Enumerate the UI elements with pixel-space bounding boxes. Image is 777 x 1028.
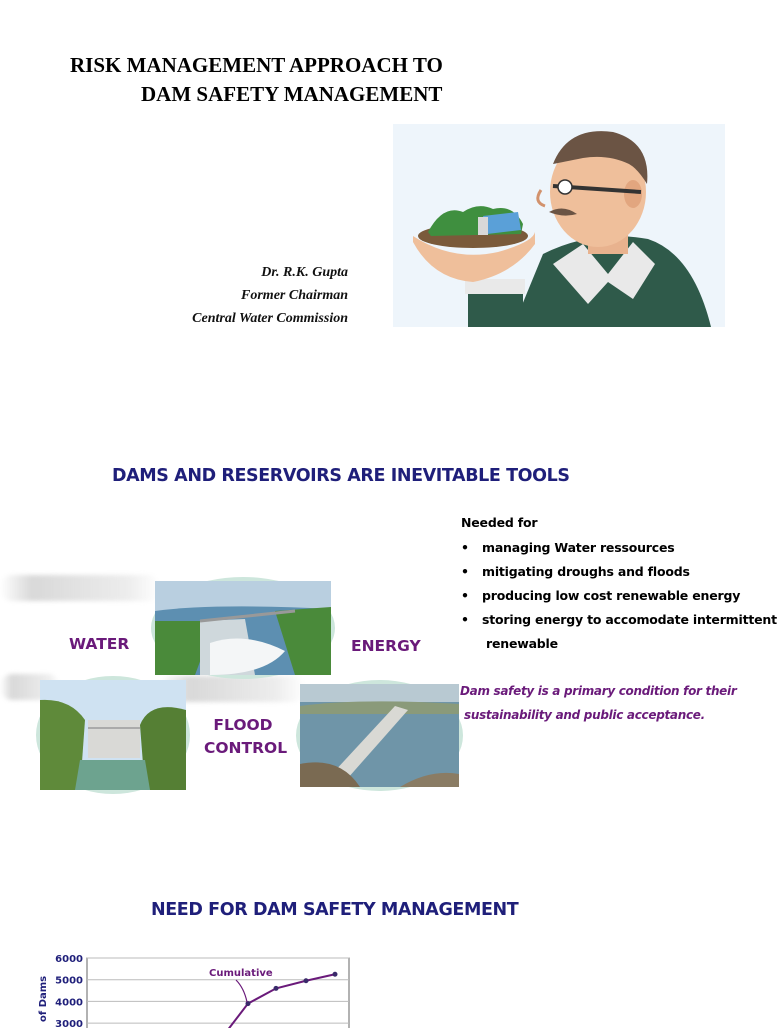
slide-title-line-2: DAM SAFETY MANAGEMENT xyxy=(141,82,443,106)
author-name: Dr. R.K. Gupta xyxy=(261,265,348,280)
chart-data-point xyxy=(333,972,338,977)
chart-series-label: Cumulative xyxy=(209,968,273,979)
bullet-dot: • xyxy=(461,564,469,579)
chart-y-axis-label: of Dams xyxy=(38,975,49,1022)
bullet-item xyxy=(461,564,690,579)
needed-for-label: Needed for xyxy=(461,515,538,530)
dam-safety-quote-line-1: Dam safety is a primary condition for their xyxy=(460,684,737,698)
chart-y-tick-label: 6000 xyxy=(55,954,83,965)
bullet-text: producing low cost renewable energy xyxy=(482,588,741,603)
bullet-text: managing Water ressources xyxy=(482,540,675,555)
chart-data-point xyxy=(274,986,279,991)
slide-2-heading: DAMS AND RESERVOIRS ARE INEVITABLE TOOLS xyxy=(112,466,570,486)
dam-safety-quote-line-2: sustainability and public acceptance. xyxy=(464,708,705,722)
chart-y-tick-label: 4000 xyxy=(55,997,83,1009)
man-holding-dam-illustration xyxy=(393,124,725,327)
bullet-item xyxy=(461,540,675,555)
bullet-continuation: renewable xyxy=(486,636,558,651)
chart-y-tick-label: 5000 xyxy=(55,975,83,987)
flood-control-label xyxy=(204,714,288,760)
flood-label-line-1: FLOOD xyxy=(213,716,273,734)
flood-label-line-2: CONTROL xyxy=(204,739,288,757)
slide-title-line-1: RISK MANAGEMENT APPROACH TO xyxy=(70,53,443,77)
decorative-shadow xyxy=(0,575,160,601)
dam-aerial-photo xyxy=(296,680,463,791)
bullet-item xyxy=(461,612,777,627)
dam-gorge-photo xyxy=(36,676,190,794)
bullet-item xyxy=(461,588,741,603)
bullet-dot: • xyxy=(461,588,469,603)
chart-y-tick-label: 3000 xyxy=(55,1019,83,1028)
slide-3-heading: NEED FOR DAM SAFETY MANAGEMENT xyxy=(151,900,519,920)
chart-data-point xyxy=(246,1001,251,1006)
bullet-text: mitigating droughs and floods xyxy=(482,564,690,579)
dam-spillway-photo xyxy=(151,577,335,679)
bullet-dot: • xyxy=(461,540,469,555)
cumulative-dams-chart xyxy=(0,944,360,1028)
water-label: WATER xyxy=(69,635,130,653)
author-organization: Central Water Commission xyxy=(192,311,348,326)
bullet-dot: • xyxy=(461,612,469,627)
energy-label: ENERGY xyxy=(351,637,421,655)
bullet-text: storing energy to accomodate intermittent xyxy=(482,612,777,627)
chart-data-point xyxy=(304,978,309,983)
chart-canvas xyxy=(0,944,360,1028)
author-role: Former Chairman xyxy=(241,288,348,303)
